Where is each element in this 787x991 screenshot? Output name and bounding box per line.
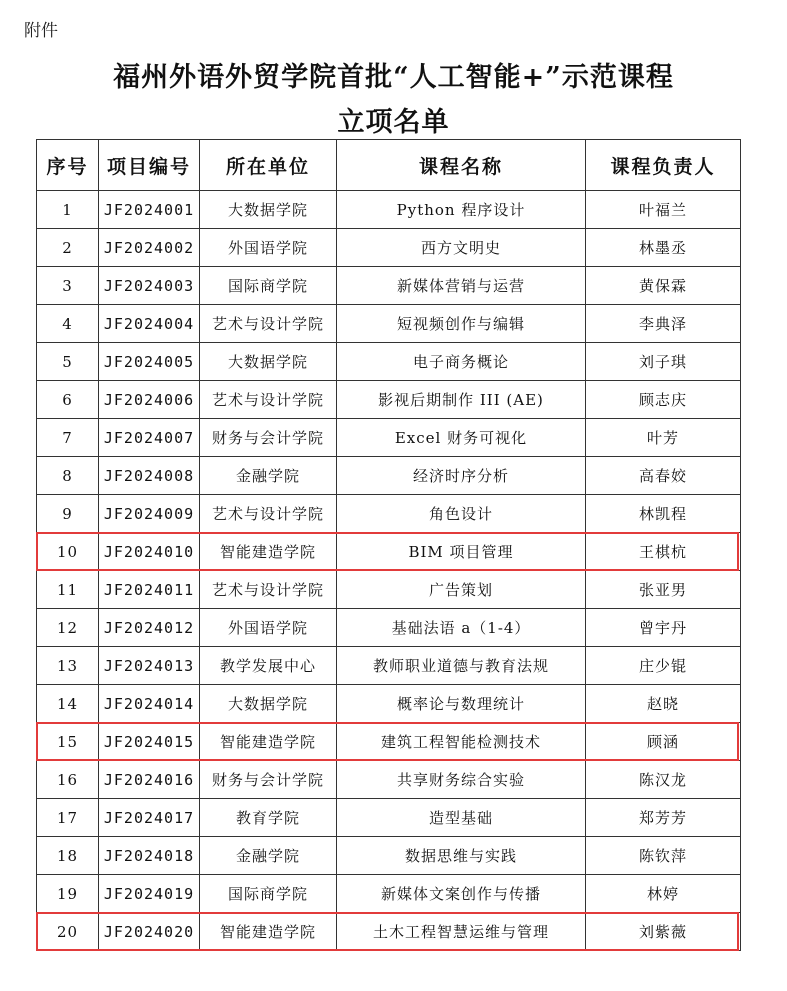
cell-lead: 叶芳 xyxy=(586,419,741,457)
cell-code: JF2024008 xyxy=(99,457,200,495)
table-row xyxy=(37,913,741,951)
table-row xyxy=(37,723,741,761)
cell-course: 影视后期制作 III (AE) xyxy=(337,381,586,419)
cell-lead: 林墨丞 xyxy=(586,229,741,267)
cell-lead: 陈钦萍 xyxy=(586,837,741,875)
cell-seq: 14 xyxy=(37,685,99,723)
cell-code: JF2024010 xyxy=(99,533,200,571)
cell-lead: 李典泽 xyxy=(586,305,741,343)
cell-lead: 林凯程 xyxy=(586,495,741,533)
cell-code: JF2024003 xyxy=(99,267,200,305)
table-row xyxy=(37,799,741,837)
cell-unit: 智能建造学院 xyxy=(200,913,337,951)
cell-lead: 赵晓 xyxy=(586,685,741,723)
cell-unit: 金融学院 xyxy=(200,457,337,495)
cell-course: 概率论与数理统计 xyxy=(337,685,586,723)
cell-lead: 顾志庆 xyxy=(586,381,741,419)
cell-seq: 18 xyxy=(37,837,99,875)
table-row xyxy=(37,267,741,305)
cell-code: JF2024015 xyxy=(99,723,200,761)
cell-course: 建筑工程智能检测技术 xyxy=(337,723,586,761)
cell-lead: 陈汉龙 xyxy=(586,761,741,799)
header-course: 课程名称 xyxy=(337,140,586,191)
cell-seq: 15 xyxy=(37,723,99,761)
table-row xyxy=(37,761,741,799)
cell-code: JF2024018 xyxy=(99,837,200,875)
cell-code: JF2024014 xyxy=(99,685,200,723)
cell-unit: 艺术与设计学院 xyxy=(200,495,337,533)
page-title: 福州外语外贸学院首批“人工智能+”示范课程 xyxy=(113,62,674,93)
cell-seq: 4 xyxy=(37,305,99,343)
table-row xyxy=(37,419,741,457)
cell-code: JF2024012 xyxy=(99,609,200,647)
table-row xyxy=(37,495,741,533)
attachment-label: 附件 xyxy=(24,21,58,41)
cell-lead: 刘子琪 xyxy=(586,343,741,381)
cell-code: JF2024019 xyxy=(99,875,200,913)
header-lead: 课程负责人 xyxy=(586,140,741,191)
cell-course: 数据思维与实践 xyxy=(337,837,586,875)
cell-course: Python 程序设计 xyxy=(337,191,586,229)
cell-code: JF2024017 xyxy=(99,799,200,837)
cell-unit: 国际商学院 xyxy=(200,875,337,913)
cell-seq: 7 xyxy=(37,419,99,457)
cell-seq: 1 xyxy=(37,191,99,229)
cell-lead: 叶福兰 xyxy=(586,191,741,229)
table-row xyxy=(37,533,741,571)
cell-unit: 金融学院 xyxy=(200,837,337,875)
table-row xyxy=(37,837,741,875)
cell-unit: 国际商学院 xyxy=(200,267,337,305)
cell-code: JF2024007 xyxy=(99,419,200,457)
cell-code: JF2024013 xyxy=(99,647,200,685)
table-row xyxy=(37,191,741,229)
cell-seq: 13 xyxy=(37,647,99,685)
cell-seq: 16 xyxy=(37,761,99,799)
cell-course: Excel 财务可视化 xyxy=(337,419,586,457)
header-unit: 所在单位 xyxy=(200,140,337,191)
table-header-row xyxy=(37,140,741,191)
cell-unit: 艺术与设计学院 xyxy=(200,381,337,419)
cell-code: JF2024016 xyxy=(99,761,200,799)
cell-seq: 10 xyxy=(37,533,99,571)
cell-seq: 2 xyxy=(37,229,99,267)
table-row xyxy=(37,381,741,419)
cell-seq: 3 xyxy=(37,267,99,305)
cell-course: 经济时序分析 xyxy=(337,457,586,495)
cell-seq: 19 xyxy=(37,875,99,913)
cell-code: JF2024001 xyxy=(99,191,200,229)
cell-seq: 20 xyxy=(37,913,99,951)
cell-seq: 6 xyxy=(37,381,99,419)
cell-code: JF2024009 xyxy=(99,495,200,533)
cell-unit: 艺术与设计学院 xyxy=(200,571,337,609)
table-row xyxy=(37,305,741,343)
table-row xyxy=(37,685,741,723)
cell-code: JF2024005 xyxy=(99,343,200,381)
table-row xyxy=(37,571,741,609)
cell-course: 造型基础 xyxy=(337,799,586,837)
cell-lead: 黄保霖 xyxy=(586,267,741,305)
cell-unit: 教学发展中心 xyxy=(200,647,337,685)
cell-code: JF2024004 xyxy=(99,305,200,343)
cell-unit: 智能建造学院 xyxy=(200,723,337,761)
cell-course: 教师职业道德与教育法规 xyxy=(337,647,586,685)
cell-course: 基础法语 a（1-4） xyxy=(337,609,586,647)
cell-unit: 大数据学院 xyxy=(200,685,337,723)
cell-unit: 大数据学院 xyxy=(200,191,337,229)
cell-code: JF2024011 xyxy=(99,571,200,609)
table-row xyxy=(37,229,741,267)
cell-unit: 智能建造学院 xyxy=(200,533,337,571)
cell-lead: 郑芳芳 xyxy=(586,799,741,837)
cell-lead: 高春姣 xyxy=(586,457,741,495)
cell-course: BIM 项目管理 xyxy=(337,533,586,571)
cell-seq: 9 xyxy=(37,495,99,533)
cell-course: 电子商务概论 xyxy=(337,343,586,381)
cell-lead: 王棋杭 xyxy=(586,533,741,571)
table-row xyxy=(37,343,741,381)
cell-unit: 艺术与设计学院 xyxy=(200,305,337,343)
cell-unit: 教育学院 xyxy=(200,799,337,837)
cell-seq: 11 xyxy=(37,571,99,609)
cell-course: 土木工程智慧运维与管理 xyxy=(337,913,586,951)
cell-course: 新媒体营销与运营 xyxy=(337,267,586,305)
cell-code: JF2024020 xyxy=(99,913,200,951)
cell-course: 西方文明史 xyxy=(337,229,586,267)
cell-unit: 财务与会计学院 xyxy=(200,419,337,457)
cell-unit: 外国语学院 xyxy=(200,229,337,267)
cell-seq: 8 xyxy=(37,457,99,495)
cell-course: 共享财务综合实验 xyxy=(337,761,586,799)
course-table xyxy=(36,139,741,951)
cell-code: JF2024006 xyxy=(99,381,200,419)
header-seq: 序号 xyxy=(37,140,99,191)
cell-lead: 张亚男 xyxy=(586,571,741,609)
cell-course: 短视频创作与编辑 xyxy=(337,305,586,343)
table-row xyxy=(37,609,741,647)
cell-unit: 外国语学院 xyxy=(200,609,337,647)
cell-lead: 曾宇丹 xyxy=(586,609,741,647)
cell-seq: 12 xyxy=(37,609,99,647)
cell-lead: 刘紫薇 xyxy=(586,913,741,951)
cell-lead: 林婷 xyxy=(586,875,741,913)
page-subtitle: 立项名单 xyxy=(337,107,450,138)
cell-course: 新媒体文案创作与传播 xyxy=(337,875,586,913)
cell-seq: 5 xyxy=(37,343,99,381)
cell-unit: 财务与会计学院 xyxy=(200,761,337,799)
table-row xyxy=(37,647,741,685)
cell-course: 角色设计 xyxy=(337,495,586,533)
cell-lead: 顾涵 xyxy=(586,723,741,761)
cell-seq: 17 xyxy=(37,799,99,837)
table-row xyxy=(37,457,741,495)
header-code: 项目编号 xyxy=(99,140,200,191)
cell-unit: 大数据学院 xyxy=(200,343,337,381)
cell-course: 广告策划 xyxy=(337,571,586,609)
cell-lead: 庄少锟 xyxy=(586,647,741,685)
table-row xyxy=(37,875,741,913)
cell-code: JF2024002 xyxy=(99,229,200,267)
